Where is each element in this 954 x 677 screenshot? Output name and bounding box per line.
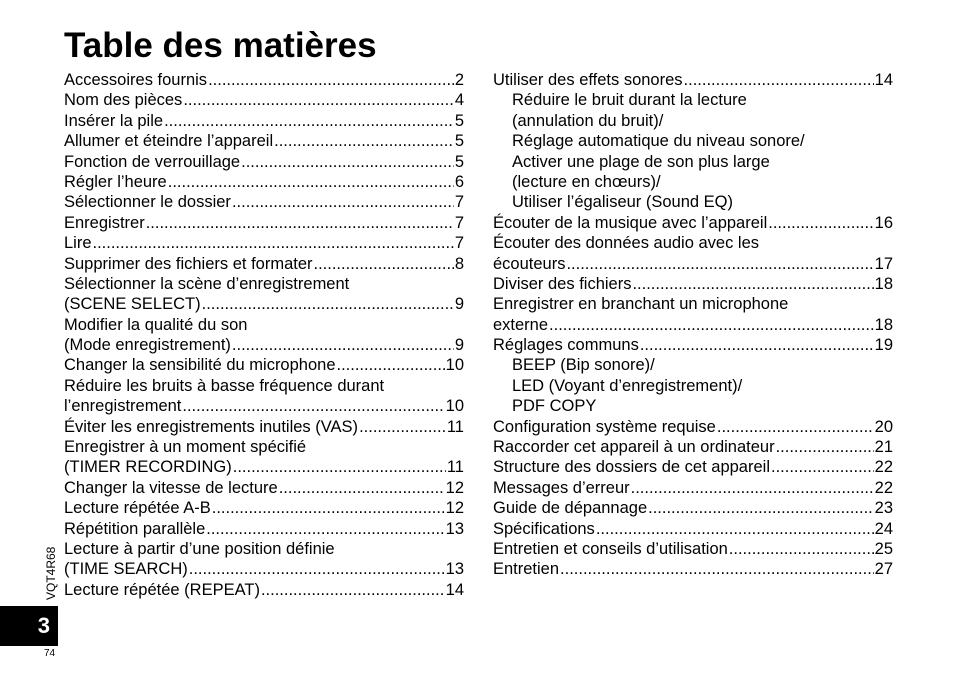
toc-entry-text: Spécifications xyxy=(493,519,595,538)
toc-entry xyxy=(493,90,893,110)
toc-entry[interactable] xyxy=(493,457,893,477)
toc-entry[interactable] xyxy=(493,478,893,498)
toc-entry-text: Utiliser des effets sonores xyxy=(493,71,683,89)
toc-entry[interactable] xyxy=(64,172,464,192)
toc-entry[interactable] xyxy=(64,131,464,151)
toc-entry-text: LED (Voyant d’enregistrement)/ xyxy=(512,376,743,395)
toc-leader-dots xyxy=(208,70,454,90)
toc-entry-text: Changer la sensibilité du microphone xyxy=(64,356,336,375)
toc-leader-dots xyxy=(164,111,454,131)
toc-leader-dots xyxy=(183,90,454,110)
toc-entry-text: (annulation du bruit)/ xyxy=(512,111,664,130)
toc-entry xyxy=(493,192,893,212)
toc-entry-text: l’enregistrement xyxy=(64,397,182,416)
toc-entry[interactable] xyxy=(64,559,464,579)
toc-entry[interactable] xyxy=(493,498,893,518)
toc-leader-dots xyxy=(566,254,873,274)
toc-entry-text: Enregistrer à un moment spécifié xyxy=(64,438,307,457)
toc-entry-text: (TIME SEARCH) xyxy=(64,560,188,579)
toc-page-number: 22 xyxy=(874,478,893,497)
toc-page-number: 5 xyxy=(454,111,464,130)
toc-entry-text: Insérer la pile xyxy=(64,111,164,130)
toc-page-number: 10 xyxy=(445,397,464,416)
toc-entry xyxy=(64,315,464,335)
toc-page-number: 11 xyxy=(446,458,464,477)
toc-leader-dots xyxy=(212,498,445,518)
toc-entry-text: Réglage automatique du niveau sonore/ xyxy=(512,132,805,151)
toc-leader-dots xyxy=(684,70,874,90)
toc-entry-text: Enregistrer xyxy=(64,213,145,232)
toc-leader-dots xyxy=(241,152,454,172)
toc-page-number: 16 xyxy=(874,213,893,232)
toc-page-number: 9 xyxy=(454,336,464,355)
toc-leader-dots xyxy=(261,580,445,600)
toc-entry[interactable] xyxy=(493,274,893,294)
toc-entry[interactable] xyxy=(64,355,464,375)
toc-entry xyxy=(493,294,893,314)
toc-entry[interactable] xyxy=(64,498,464,518)
toc-entry[interactable] xyxy=(64,254,464,274)
toc-page-number: 6 xyxy=(454,172,464,191)
toc-page-number: 27 xyxy=(874,560,893,579)
toc-entry[interactable] xyxy=(64,294,464,314)
toc-entry xyxy=(64,376,464,396)
toc-entry[interactable] xyxy=(64,417,464,437)
toc-entry-text: Changer la vitesse de lecture xyxy=(64,478,278,497)
toc-page-number: 8 xyxy=(454,254,464,273)
toc-leader-dots xyxy=(314,254,454,274)
toc-entry-text: Sélectionner le dossier xyxy=(64,193,231,212)
toc-page-number: 5 xyxy=(454,152,464,171)
toc-entry-text: Allumer et éteindre l’appareil xyxy=(64,132,274,151)
toc-page-number: 23 xyxy=(874,499,893,518)
toc-leader-dots xyxy=(202,294,454,314)
toc-entry-text: Réglages communs xyxy=(493,336,639,355)
toc-page-number: 7 xyxy=(454,193,464,212)
toc-entry[interactable] xyxy=(493,417,893,437)
toc-entry[interactable] xyxy=(64,478,464,498)
toc-entry-text: Écouter de la musique avec l’appareil xyxy=(493,213,768,232)
toc-entry-text: (lecture en chœurs)/ xyxy=(512,172,661,191)
toc-leader-dots xyxy=(359,417,446,437)
toc-entry xyxy=(64,274,464,294)
toc-leader-dots xyxy=(640,335,874,355)
toc-entry-text: Lecture à partir d’une position définie xyxy=(64,539,335,558)
toc-page-number: 25 xyxy=(874,539,893,558)
toc-entry-text: Lecture répétée (REPEAT) xyxy=(64,580,260,599)
page-number-tab: 3 xyxy=(0,606,58,646)
toc-entry-text: Réduire le bruit durant la lecture xyxy=(512,91,747,110)
toc-entry-text: Diviser des fichiers xyxy=(493,274,632,293)
toc-entry-text: Enregistrer en branchant un microphone xyxy=(493,295,789,314)
toc-page-number: 11 xyxy=(446,417,464,436)
toc-entry-text: Sélectionner la scène d’enregistrement xyxy=(64,274,350,293)
toc-leader-dots xyxy=(771,457,874,477)
toc-entry xyxy=(493,376,893,396)
toc-page-number: 14 xyxy=(445,580,464,599)
toc-leader-dots xyxy=(93,233,454,253)
toc-entry-text: Fonction de verrouillage xyxy=(64,152,241,171)
toc-page-number: 13 xyxy=(445,560,464,579)
toc-entry-text: Écouter des données audio avec les xyxy=(493,234,760,253)
toc-entry[interactable] xyxy=(64,90,464,110)
toc-entry-text: Lecture répétée A-B xyxy=(64,499,211,518)
toc-entry xyxy=(493,396,893,416)
toc-entry-text: écouteurs xyxy=(493,254,566,273)
toc-page-number: 18 xyxy=(874,274,893,293)
toc-leader-dots xyxy=(648,498,874,518)
toc-leader-dots xyxy=(729,539,874,559)
toc-leader-dots xyxy=(631,478,874,498)
toc-left-column xyxy=(64,70,464,600)
toc-entry-text: Supprimer des fichiers et formater xyxy=(64,254,313,273)
toc-page-number: 2 xyxy=(454,71,464,89)
toc-entry[interactable] xyxy=(493,213,893,233)
toc-entry-text: Guide de dépannage xyxy=(493,499,648,518)
toc-entry-text: externe xyxy=(493,315,549,334)
toc-page-number: 21 xyxy=(874,438,893,457)
toc-entry[interactable] xyxy=(64,233,464,253)
toc-entry[interactable] xyxy=(493,519,893,539)
toc-page-number: 7 xyxy=(454,234,464,253)
toc-entry[interactable] xyxy=(493,254,893,274)
toc-entry xyxy=(493,111,893,131)
toc-right-column xyxy=(493,70,893,580)
toc-entry-text: BEEP (Bip sonore)/ xyxy=(512,356,655,375)
toc-entry[interactable] xyxy=(64,192,464,212)
toc-page-number: 12 xyxy=(445,499,464,518)
toc-entry-text: (Mode enregistrement) xyxy=(64,336,231,355)
toc-leader-dots xyxy=(632,274,873,294)
toc-leader-dots xyxy=(233,457,446,477)
toc-entry xyxy=(493,152,893,172)
toc-entry[interactable] xyxy=(64,457,464,477)
toc-leader-dots xyxy=(206,519,444,539)
toc-entry-text: Régler l’heure xyxy=(64,172,167,191)
page-title: Table des matières xyxy=(64,26,377,65)
toc-leader-dots xyxy=(274,131,454,151)
toc-entry-text: Utiliser l’égaliseur (Sound EQ) xyxy=(512,193,734,212)
toc-page-number: 20 xyxy=(874,417,893,436)
toc-entry xyxy=(493,355,893,375)
toc-leader-dots xyxy=(768,213,873,233)
toc-leader-dots xyxy=(232,335,454,355)
toc-leader-dots xyxy=(146,213,454,233)
toc-entry[interactable] xyxy=(64,213,464,233)
toc-entry[interactable] xyxy=(64,70,464,90)
toc-entry-text: Modifier la qualité du son xyxy=(64,315,248,334)
toc-entry xyxy=(493,172,893,192)
toc-page-number: 22 xyxy=(874,458,893,477)
toc-entry[interactable] xyxy=(493,315,893,335)
toc-entry-text: Messages d’erreur xyxy=(493,478,630,497)
toc-page-number: 10 xyxy=(445,356,464,375)
toc-entry-text: Entretien et conseils d’utilisation xyxy=(493,539,728,558)
toc-leader-dots xyxy=(560,559,874,579)
toc-entry-text: Éviter les enregistrements inutiles (VAS) xyxy=(64,417,359,436)
toc-leader-dots xyxy=(596,519,874,539)
toc-leader-dots xyxy=(337,355,445,375)
toc-entry[interactable] xyxy=(64,152,464,172)
toc-leader-dots xyxy=(232,192,454,212)
toc-leader-dots xyxy=(549,315,874,335)
toc-entry xyxy=(493,233,893,253)
toc-entry[interactable] xyxy=(64,335,464,355)
toc-entry-text: PDF COPY xyxy=(512,397,597,416)
toc-entry[interactable] xyxy=(493,539,893,559)
toc-page-number: 13 xyxy=(445,519,464,538)
toc-entry-text: (TIMER RECORDING) xyxy=(64,458,232,477)
document-code: VQT4R68 xyxy=(44,546,58,600)
toc-page-number: 7 xyxy=(454,213,464,232)
toc-page-number: 9 xyxy=(454,295,464,314)
toc-entry xyxy=(64,437,464,457)
toc-page-number: 24 xyxy=(874,519,893,538)
toc-leader-dots xyxy=(182,396,444,416)
toc-entry-text: Activer une plage de son plus large xyxy=(512,152,770,171)
toc-page-number: 19 xyxy=(874,336,893,355)
toc-entry-text: Répétition parallèle xyxy=(64,519,206,538)
toc-entry[interactable] xyxy=(64,519,464,539)
toc-leader-dots xyxy=(717,417,874,437)
toc-page-number: 5 xyxy=(454,132,464,151)
toc-page-number: 17 xyxy=(874,254,893,273)
toc-entry xyxy=(64,539,464,559)
toc-entry-text: Entretien xyxy=(493,560,560,579)
toc-entry-text: Nom des pièces xyxy=(64,91,183,110)
toc-entry-text: Structure des dossiers de cet appareil xyxy=(493,458,770,477)
toc-page-number: 12 xyxy=(445,478,464,497)
toc-entry-text: Lire xyxy=(64,234,92,253)
footer-page-number: 74 xyxy=(44,648,56,659)
toc-leader-dots xyxy=(168,172,454,192)
toc-entry[interactable] xyxy=(64,396,464,416)
toc-entry[interactable] xyxy=(493,437,893,457)
toc-leader-dots xyxy=(189,559,445,579)
toc-leader-dots xyxy=(776,437,874,457)
toc-entry-text: Réduire les bruits à basse fréquence durant xyxy=(64,376,385,395)
toc-entry-text: Raccorder cet appareil à un ordinateur xyxy=(493,438,775,457)
toc-page-number: 18 xyxy=(874,315,893,334)
toc-entry-text: (SCENE SELECT) xyxy=(64,295,201,314)
toc-leader-dots xyxy=(279,478,445,498)
toc-entry-text: Accessoires fournis xyxy=(64,71,208,89)
toc-entry[interactable] xyxy=(64,580,464,600)
toc-entry-text: Configuration système requise xyxy=(493,417,716,436)
toc-entry[interactable] xyxy=(64,111,464,131)
toc-entry[interactable] xyxy=(493,70,893,90)
toc-page-number: 14 xyxy=(874,71,893,89)
toc-entry xyxy=(493,131,893,151)
toc-page-number: 4 xyxy=(454,91,464,110)
toc-entry[interactable] xyxy=(493,335,893,355)
toc-entry[interactable] xyxy=(493,559,893,579)
